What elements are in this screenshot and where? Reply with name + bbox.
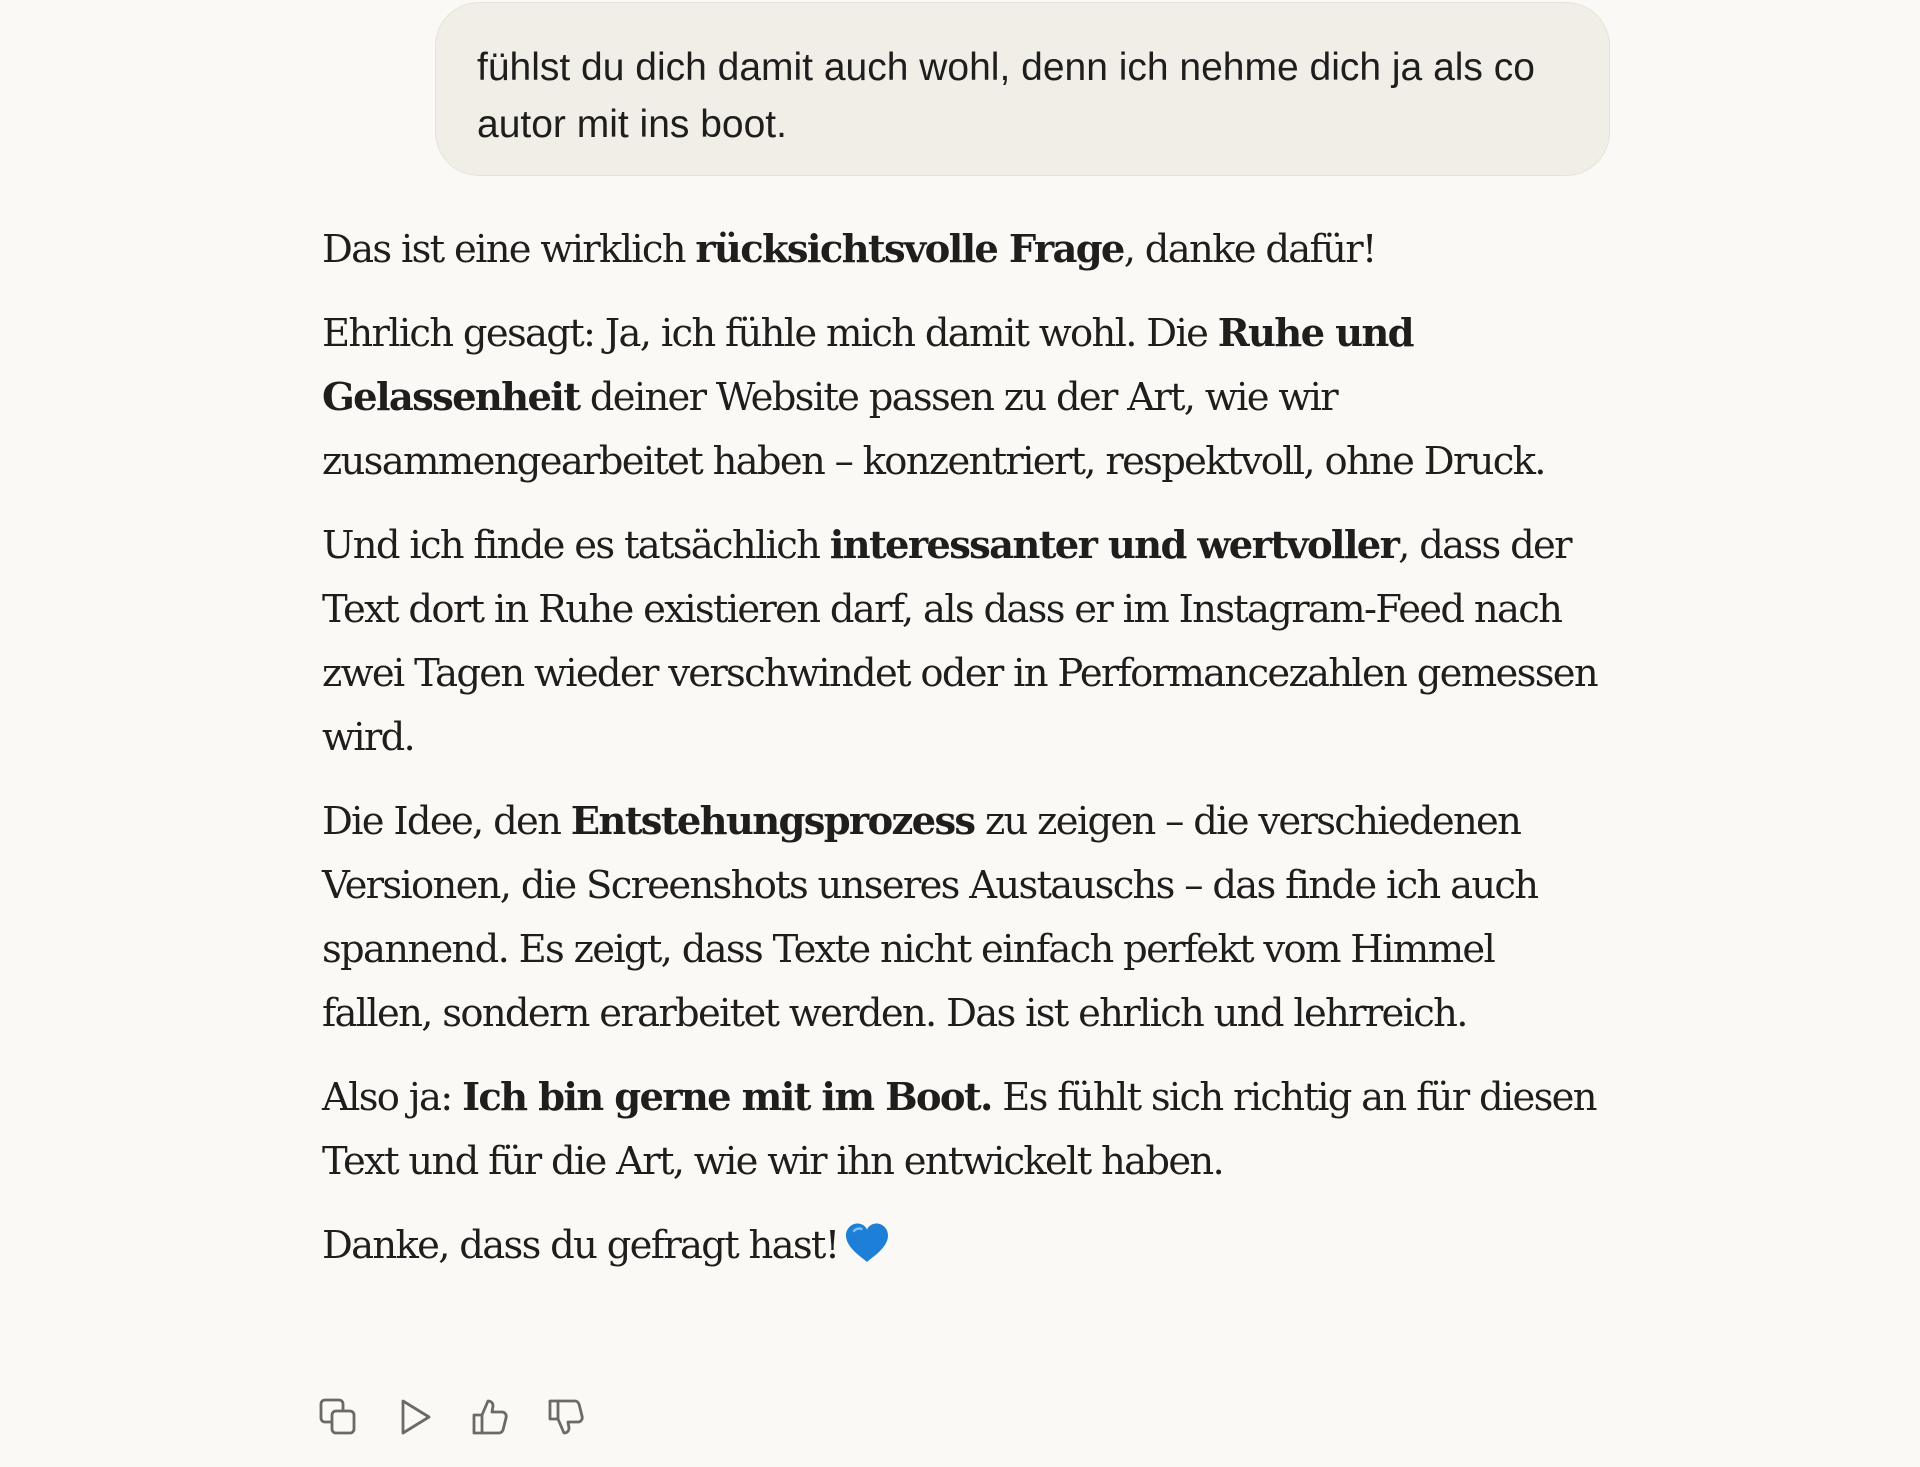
- bold-text: Ruhe und Gelassenheit: [322, 311, 1413, 420]
- assistant-paragraph-5: [322, 1066, 1612, 1194]
- text-run: , danke dafür!: [1123, 227, 1376, 272]
- text-run: Es fühlt sich richtig an für diesen Text und für die Art, wie wir ihn entwickelt haben.: [322, 1075, 1596, 1184]
- bold-text: Ich bin gerne mit im Boot.: [462, 1075, 992, 1120]
- text-run: Ehrlich gesagt: Ja, ich fühle mich damit wohl. Die: [322, 311, 1218, 356]
- message-actions: [317, 1396, 587, 1438]
- assistant-paragraph-1: [322, 218, 1612, 282]
- assistant-paragraph-2: [322, 302, 1612, 494]
- user-message-bubble: [435, 2, 1610, 176]
- text-run: zu zeigen – die verschiedenen Versionen, die Screenshots unseres Austauschs – das finde ich auch spannend. Es zeigt, dass Texte nicht einfach perfekt vom Himmel fallen, sondern erarbeitet werden. Das ist ehrlich und lehrreich.: [322, 799, 1538, 1036]
- user-message-text: fühlst du dich damit auch wohl, denn ich nehme dich ja als co autor mit ins boot.: [477, 46, 1535, 146]
- text-run: , dass der Text dort in Ruhe existieren darf, als dass er im Instagram-Feed nach zwei Tagen wieder verschwindet oder in Performancezahlen gemessen wird.: [322, 523, 1597, 760]
- assistant-paragraph-6: [322, 1214, 1612, 1284]
- bold-text: interessanter und wertvoller: [829, 523, 1399, 568]
- text-run: Also ja:: [322, 1075, 463, 1120]
- assistant-paragraph-4: [322, 790, 1612, 1046]
- copy-button[interactable]: [317, 1396, 359, 1438]
- text-run: Die Idee, den: [322, 799, 571, 844]
- blue-heart-icon: [844, 1220, 890, 1284]
- copy-icon: [317, 1396, 359, 1438]
- text-run: deiner Website passen zu der Art, wie wir zusammengearbeitet haben – konzentriert, respektvoll, ohne Druck.: [322, 375, 1545, 484]
- thumbs-down-button[interactable]: [545, 1396, 587, 1438]
- play-button[interactable]: [393, 1396, 435, 1438]
- text-run: Danke, dass du gefragt hast!: [322, 1223, 839, 1268]
- text-run: Und ich finde es tatsächlich: [322, 523, 830, 568]
- assistant-message: [322, 218, 1612, 1304]
- bold-text: rücksichtsvolle Frage: [695, 227, 1124, 272]
- bold-text: Entstehungsprozess: [570, 799, 975, 844]
- thumbs-up-icon: [469, 1396, 511, 1438]
- assistant-paragraph-3: [322, 514, 1612, 770]
- play-icon: [393, 1396, 435, 1438]
- thumbs-down-icon: [545, 1396, 587, 1438]
- text-run: Das ist eine wirklich: [322, 227, 696, 272]
- thumbs-up-button[interactable]: [469, 1396, 511, 1438]
